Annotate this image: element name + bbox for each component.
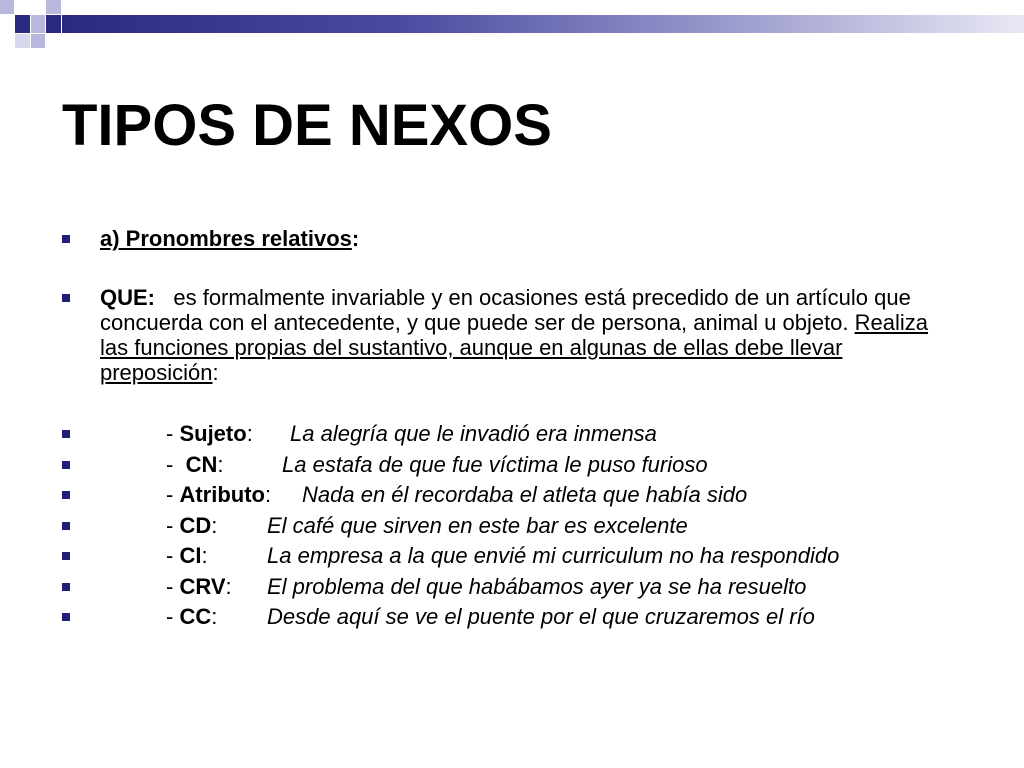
example-role: CI	[179, 543, 202, 568]
example-item	[62, 543, 962, 574]
example-item	[62, 482, 962, 513]
example-item	[62, 452, 962, 483]
bullet-icon	[62, 294, 70, 302]
example-sentence: La estafa de que fue víctima le puso furioso	[282, 451, 708, 477]
examples-list	[62, 421, 962, 635]
example-colon: :	[217, 451, 224, 477]
slide-title: TIPOS DE NEXOS	[62, 93, 552, 158]
example-colon: :	[246, 421, 253, 446]
list-item-heading	[62, 226, 962, 251]
example-role-group	[166, 452, 223, 477]
example-prefix: -	[166, 604, 180, 629]
example-sentence: La empresa a la que envié mi curriculum no ha respondido	[267, 543, 840, 568]
example-colon: :	[225, 573, 232, 599]
example-role-group	[166, 604, 217, 629]
bullet-icon	[62, 491, 70, 499]
deco-square	[15, 34, 30, 48]
example-colon: :	[201, 543, 208, 568]
example-sentence: Nada en él recordaba el atleta que había sido	[302, 482, 748, 507]
example-role: Atributo	[179, 482, 265, 507]
que-end: :	[212, 360, 219, 385]
bullet-icon	[62, 522, 70, 530]
example-prefix: -	[166, 543, 180, 568]
example-sentence: Desde aquí se ve el puente por el que cruzaremos el río	[267, 604, 815, 629]
deco-square	[0, 0, 14, 14]
example-prefix: -	[166, 482, 180, 507]
example-item	[62, 513, 962, 544]
bullet-icon	[62, 461, 70, 469]
que-spacer	[161, 285, 173, 310]
example-role: Sujeto	[179, 421, 247, 446]
example-sentence: El problema del que habábamos ayer ya se ha resuelto	[267, 573, 807, 599]
deco-square	[15, 15, 30, 33]
example-colon: :	[211, 512, 218, 538]
example-prefix: -	[166, 573, 180, 599]
bullet-icon	[62, 583, 70, 591]
example-sentence: El café que sirven en este bar es excelente	[267, 512, 688, 538]
example-role: CC	[179, 604, 212, 629]
example-role-group	[166, 513, 217, 538]
heading-suffix: :	[351, 226, 360, 251]
heading-label: a) Pronombres relativos	[100, 226, 352, 251]
example-role: CRV	[179, 573, 226, 599]
bullet-icon	[62, 552, 70, 560]
example-prefix: -	[166, 512, 180, 538]
example-role-group	[166, 421, 253, 446]
example-item	[62, 421, 962, 452]
example-item	[62, 604, 962, 635]
list-item-que	[62, 285, 962, 385]
que-text: es formalmente invariable y en ocasiones está precedido de un artículo que concuerda con el antecedente, y que puede ser de persona, animal u objeto.	[100, 285, 911, 335]
example-item	[62, 574, 962, 605]
example-prefix: -	[166, 451, 186, 477]
deco-bar	[62, 15, 1024, 33]
example-role: CN	[185, 451, 218, 477]
example-colon: :	[264, 482, 272, 507]
deco-square	[31, 34, 45, 48]
deco-square	[31, 15, 45, 33]
example-sentence: La alegría que le invadió era inmensa	[290, 421, 657, 446]
example-prefix: -	[166, 421, 180, 446]
que-term: QUE:	[100, 285, 155, 310]
example-colon: :	[211, 604, 218, 629]
deco-square	[46, 0, 61, 14]
content-list	[62, 226, 962, 419]
example-role-group	[166, 482, 271, 507]
bullet-icon	[62, 613, 70, 621]
bullet-icon	[62, 430, 70, 438]
example-role-group	[166, 574, 232, 599]
bullet-icon	[62, 235, 70, 243]
deco-square	[46, 15, 61, 33]
que-text-underlined: Realiza las funciones propias del sustantivo, aunque en algunas de ellas debe llevar preposición	[100, 310, 929, 385]
example-role: CD	[179, 512, 212, 538]
example-role-group	[166, 543, 208, 568]
